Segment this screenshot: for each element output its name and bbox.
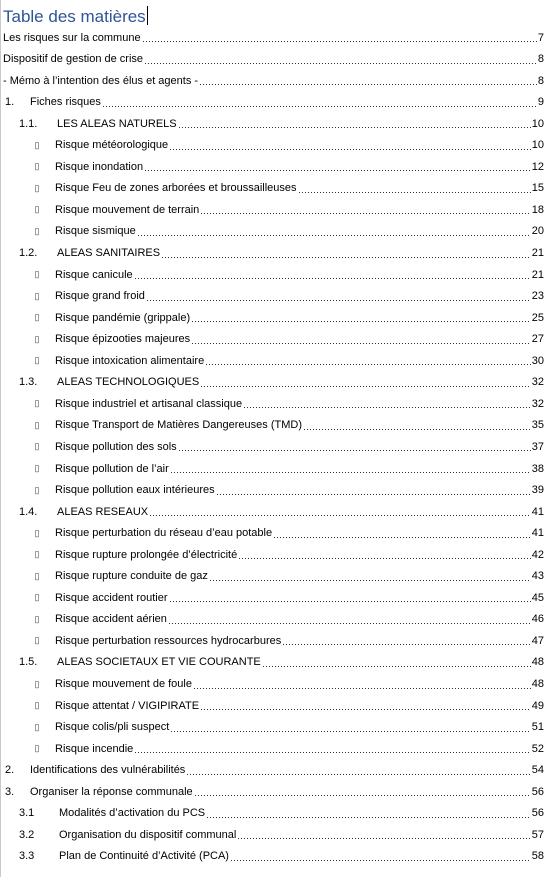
toc-entry[interactable] (0, 415, 552, 436)
toc-entry-page: 54 (531, 764, 544, 777)
toc-entry[interactable] (0, 286, 552, 307)
dot-leader (170, 717, 530, 738)
toc-entry[interactable] (0, 156, 552, 177)
dot-leader (191, 329, 531, 350)
toc-entry-label: Risque pollution des sols (55, 440, 177, 453)
toc-entry[interactable] (0, 264, 552, 285)
dot-leader (134, 264, 531, 285)
dot-leader (216, 480, 531, 501)
toc-entry-number: 1.1. (19, 117, 38, 130)
toc-entry-page: 41 (531, 505, 544, 518)
toc-entry-label: Risque mouvement de terrain (55, 203, 200, 216)
bullet-placeholder-icon: ▯ (34, 204, 40, 215)
dot-leader (282, 630, 531, 651)
dot-leader (161, 243, 531, 264)
toc-entry[interactable] (0, 350, 552, 371)
dot-leader (191, 307, 531, 328)
toc-entry-page: 35 (531, 419, 544, 432)
dot-leader (102, 92, 537, 113)
toc-entry[interactable] (0, 695, 552, 716)
toc-entry[interactable] (0, 221, 552, 242)
bullet-placeholder-icon: ▯ (34, 527, 40, 538)
dot-leader (237, 824, 530, 845)
bullet-placeholder-icon: ▯ (34, 549, 40, 560)
toc-entry[interactable] (0, 781, 552, 802)
toc-entry-label: Organisation du dispositif communal (59, 828, 237, 841)
toc-entry-label: Risque rupture prolongée d’électricité (55, 548, 238, 561)
bullet-placeholder-icon: ▯ (34, 570, 40, 581)
toc-entry-label: Risque intoxication alimentaire (55, 354, 205, 367)
toc-entry[interactable] (0, 458, 552, 479)
toc-entry-page: 38 (531, 462, 544, 475)
dot-leader (230, 846, 531, 867)
dot-leader (273, 523, 531, 544)
toc-entry-number: 1. (5, 96, 15, 109)
toc-entry[interactable] (0, 49, 552, 70)
toc-entry-label: Risque pandémie (grippale) (55, 311, 191, 324)
toc-entry-label: Risque Feu de zones arborées et broussailleuses (55, 182, 297, 195)
toc-entry-number: 1.3. (19, 376, 38, 389)
toc-entry-label: Risque industriel et artisanal classique (55, 397, 243, 410)
toc-entry-page: 47 (531, 634, 544, 647)
bullet-placeholder-icon: ▯ (34, 398, 40, 409)
toc-entry-page: 42 (531, 548, 544, 561)
toc-title[interactable] (3, 6, 148, 28)
bullet-placeholder-icon: ▯ (34, 419, 40, 430)
toc-entry[interactable] (0, 135, 552, 156)
toc-entry[interactable] (0, 609, 552, 630)
bullet-placeholder-icon: ▯ (34, 721, 40, 732)
toc-entry-page: 30 (531, 354, 544, 367)
dot-leader (169, 135, 531, 156)
toc-entry-page: 58 (531, 850, 544, 863)
toc-entry[interactable] (0, 70, 552, 91)
toc-entry[interactable] (0, 372, 552, 393)
toc-entry[interactable] (0, 652, 552, 673)
toc-entry-page: 56 (531, 785, 544, 798)
toc-entry-page: 9 (537, 96, 544, 109)
bullet-placeholder-icon: ▯ (34, 225, 40, 236)
toc-entry-number: 3. (5, 785, 15, 798)
dot-leader (193, 674, 531, 695)
toc-entry-number: 1.5. (19, 656, 38, 669)
bullet-placeholder-icon: ▯ (34, 139, 40, 150)
dot-leader (206, 803, 531, 824)
toc-entry-page: 48 (531, 678, 544, 690)
toc-entry-page: 7 (537, 31, 544, 44)
toc-entry-label: Risque Transport de Matières Dangereuses (TMD) (55, 419, 302, 432)
toc-entry[interactable] (0, 480, 552, 501)
bullet-placeholder-icon: ▯ (34, 484, 40, 495)
dot-leader (262, 652, 531, 673)
bullet-placeholder-icon: ▯ (34, 441, 40, 452)
toc-entry-page: 49 (531, 699, 544, 712)
toc-entry-label: Risque inondation (55, 160, 144, 173)
bullet-placeholder-icon: ▯ (34, 463, 40, 473)
toc-entry[interactable] (0, 501, 552, 522)
toc-entry[interactable] (0, 27, 552, 48)
toc-entry-number: 2. (5, 764, 15, 777)
toc-entry-page: 39 (531, 484, 544, 497)
toc-entry-page: 32 (531, 376, 544, 389)
bullet-placeholder-icon: ▯ (34, 290, 40, 301)
toc-entry[interactable] (0, 178, 552, 199)
toc-entry[interactable] (0, 329, 552, 350)
bullet-placeholder-icon: ▯ (34, 743, 40, 754)
toc-entry[interactable] (0, 846, 552, 867)
toc-entry-label: ALEAS SANITAIRES (57, 247, 161, 259)
toc-entry-label: Plan de Continuité d’Activité (PCA) (59, 850, 229, 863)
toc-entry[interactable] (0, 630, 552, 651)
toc-entry-label: Risque perturbation du réseau d’eau potable (55, 527, 273, 540)
dot-leader (205, 350, 531, 371)
dot-leader (134, 738, 530, 759)
dot-leader (168, 609, 531, 630)
toc-entry-label: Risque colis/pli suspect (55, 721, 170, 734)
toc-entry-number: 3.2 (19, 828, 35, 841)
toc-entry-label: ALEAS SOCIETAUX ET VIE COURANTE (57, 656, 261, 669)
toc-entry[interactable] (0, 243, 552, 264)
toc-entry-page: 32 (531, 397, 544, 410)
toc-entry-label: ALEAS TECHNOLOGIQUES (57, 376, 200, 389)
toc-entry-label: Risque épizooties majeures (55, 333, 191, 346)
toc-entry-label: Fiches risques (30, 96, 101, 109)
toc-entry-label: Risque mouvement de foule (55, 678, 192, 690)
toc-entry-label: Risque attentat / VIGIPIRATE (55, 699, 200, 712)
toc-entry-page: 23 (531, 290, 544, 303)
toc-entry[interactable] (0, 113, 552, 134)
toc-entry-label: Risque grand froid (55, 290, 145, 303)
dot-leader (209, 566, 531, 587)
bullet-placeholder-icon: ▯ (34, 161, 40, 172)
toc-entry-label: Risque perturbation ressources hydrocarbures (55, 634, 282, 647)
toc-entry-number: 1.4. (19, 505, 38, 518)
toc-entry-label: Risque sismique (55, 225, 136, 238)
dot-leader (149, 501, 531, 522)
toc-entry-label: Risque pollution de l’air (55, 462, 169, 475)
toc-entry[interactable] (0, 436, 552, 457)
toc-entry-page: 8 (537, 74, 544, 87)
toc-entry-label: Les risques sur la commune (3, 31, 141, 44)
bullet-placeholder-icon: ▯ (34, 678, 40, 689)
dot-leader (200, 199, 530, 220)
toc-title-text: Table des matières (3, 7, 146, 26)
toc-entry-page: 21 (531, 268, 544, 281)
dot-leader (194, 781, 531, 802)
bullet-placeholder-icon: ▯ (34, 333, 40, 344)
toc-entry-page: 18 (531, 203, 544, 216)
toc-entry-page: 10 (531, 139, 544, 152)
dot-leader (303, 415, 531, 436)
dot-leader (144, 156, 531, 177)
toc-entry-page: 52 (531, 742, 544, 755)
dot-leader (200, 372, 531, 393)
bullet-placeholder-icon: ▯ (34, 355, 40, 366)
toc-entry-page: 15 (531, 182, 544, 195)
toc-entry-label: ALEAS RESEAUX (57, 505, 149, 518)
dot-leader (178, 436, 531, 457)
toc-entry-label: Organiser la réponse communale (30, 785, 193, 798)
toc-entry-page: 21 (531, 247, 544, 259)
toc-entry-label: Identifications des vulnérabilités (30, 764, 186, 777)
toc-entry[interactable] (0, 717, 552, 738)
toc-entry[interactable] (0, 824, 552, 845)
toc-entry-label: Risque pollution eaux intérieures (55, 484, 215, 497)
toc-entry-label: Risque canicule (55, 268, 133, 281)
toc-entry-page: 43 (531, 570, 544, 583)
toc-entry-page: 20 (531, 225, 544, 238)
toc-entry-label: Risque incendie (55, 742, 134, 755)
toc-entry[interactable] (0, 674, 552, 695)
dot-leader (243, 393, 531, 414)
toc-entry-label: LES ALEAS NATURELS (57, 117, 177, 130)
toc-entry-page: 8 (537, 53, 544, 66)
toc-entry[interactable] (0, 760, 552, 781)
bullet-placeholder-icon: ▯ (34, 635, 40, 646)
toc-entry-number: 1.2. (19, 247, 38, 259)
toc-entry-label: - Mémo à l’intention des élus et agents - (3, 74, 199, 87)
dot-leader (186, 760, 530, 781)
toc-entry[interactable] (0, 803, 552, 824)
toc-entry-number: 3.1 (19, 807, 35, 820)
toc-entry[interactable] (0, 738, 552, 759)
toc-entry-page: 37 (531, 440, 544, 453)
dot-leader (144, 49, 537, 70)
toc-entry[interactable] (0, 544, 552, 565)
toc-entry-label: Risque accident routier (55, 591, 168, 604)
bullet-placeholder-icon: ▯ (34, 592, 40, 603)
text-cursor (147, 6, 148, 25)
toc-entry-number: 3.3 (19, 850, 35, 863)
dot-leader (146, 286, 531, 307)
bullet-placeholder-icon: ▯ (34, 182, 40, 193)
bullet-placeholder-icon: ▯ (34, 269, 40, 280)
toc-entry-label: Risque météorologique (55, 139, 169, 152)
toc-entry[interactable] (0, 587, 552, 608)
toc-entry-page: 27 (531, 333, 544, 346)
dot-leader (169, 587, 531, 608)
toc-entry-page: 56 (531, 807, 544, 820)
bullet-placeholder-icon: ▯ (34, 613, 40, 624)
toc-entry-page: 41 (531, 527, 544, 540)
dot-leader (298, 178, 531, 199)
toc-entry-label: Risque rupture conduite de gaz (55, 570, 208, 583)
toc-entry-page: 12 (531, 160, 544, 173)
toc-entry[interactable] (0, 92, 552, 113)
dot-leader (137, 221, 531, 242)
toc-entry[interactable] (0, 393, 552, 414)
toc-entry-page: 45 (531, 591, 544, 604)
bullet-placeholder-icon: ▯ (34, 312, 40, 323)
toc-entry-page: 57 (531, 828, 544, 841)
toc-entry-page: 10 (531, 117, 544, 130)
dot-leader (178, 113, 531, 134)
dot-leader (200, 695, 531, 716)
toc-entry-page: 25 (531, 311, 544, 324)
bullet-placeholder-icon: ▯ (34, 700, 40, 711)
toc-entry-page: 48 (531, 656, 544, 669)
dot-leader (170, 458, 531, 479)
toc-entry-label: Dispositif de gestion de crise (3, 53, 144, 66)
toc-entry[interactable] (0, 199, 552, 220)
toc-entry-label: Risque accident aérien (55, 613, 167, 626)
toc-entry[interactable] (0, 566, 552, 587)
dot-leader (142, 27, 537, 48)
toc-entry-label: Modalités d’activation du PCS (59, 807, 206, 820)
toc-entry[interactable] (0, 307, 552, 328)
toc-entry[interactable] (0, 523, 552, 544)
dot-leader (238, 544, 531, 565)
dot-leader (199, 70, 537, 91)
toc-entry-page: 51 (531, 721, 544, 734)
toc-entry-page: 46 (531, 613, 544, 626)
